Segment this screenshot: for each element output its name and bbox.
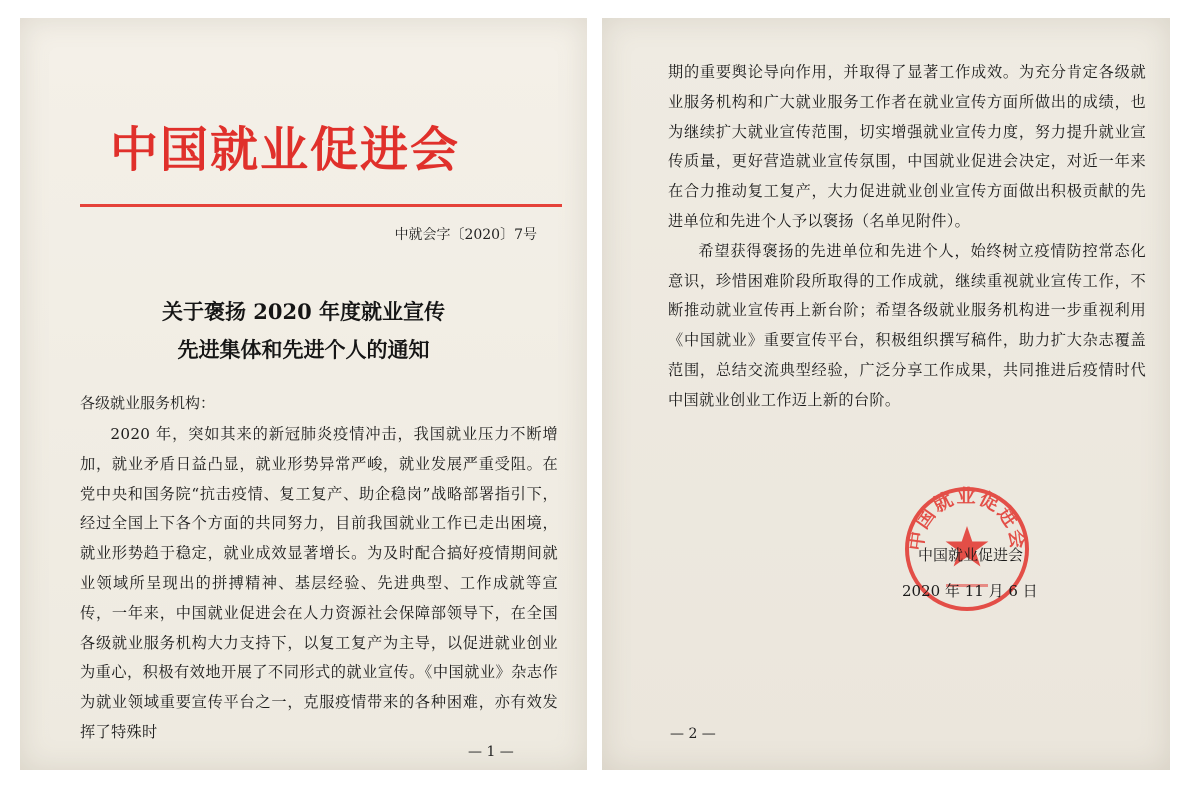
- addressee: 各级就业服务机构：: [80, 394, 216, 412]
- signature-date: 2020 年 11 月 6 日: [902, 582, 1038, 600]
- seal-text: 中国就业促进会: [905, 485, 1029, 552]
- body-paragraph-continued: 期的重要舆论导向作用，并取得了显著工作成效。为充分肯定各级就业服务机构和广大就业服务工作者在就业宣传方面所做出的成绩，也为继续扩大就业宣传范围，切实增强就业宣传力度，努力提升就业宣传质量，更好营造就业宣传氛围，中国就业促进会决定，对近一年来在合力推动复工复产，大力促进就业创业宣传方面做出积极贡献的先进单位和先进个人予以褒扬（名单见附件）。: [668, 63, 1146, 230]
- body-text-page-1: [80, 420, 558, 748]
- body-paragraph: 2020 年，突如其来的新冠肺炎疫情冲击，我国就业压力不断增加，就业矛盾日益凸显，就业形势异常严峻，就业发展严重受阻。在党中央和国务院“抗击疫情、复工复产、助企稳岗”战略部署指引下，经过全国上下各个方面的共同努力，目前我国就业工作已走出困境，就业形势趋于稳定，就业成效显著增长。为及时配合搞好疫情期间就业领域所呈现出的拼搏精神、基层经验、先进典型、工作成就等宣传，一年来，中国就业促进会在人力资源社会保障部领导下，在全国各级就业服务机构大力支持下，以复工复产为主导，以促进就业创业为重心，积极有效地开展了不同形式的就业宣传。《中国就业》杂志作为就业领域重要宣传平台之一，克服疫情带来的各种困难，亦有效发挥了特殊时: [80, 425, 558, 741]
- body-paragraph: 希望获得褒扬的先进单位和先进个人，始终树立疫情防控常态化意识，珍惜困难阶段所取得的工作成就，继续重视就业宣传工作，不断推动就业宣传再上新台阶；希望各级就业服务机构进一步重视利用《中国就业》重要宣传平台，积极组织撰写稿件，助力扩大杂志覆盖范围，总结交流典型经验，广泛分享工作成果，共同推进后疫情时代中国就业创业工作迈上新的台阶。: [668, 241, 1146, 409]
- notice-title-line-1: 关于褒扬 2020 年度就业宣传: [161, 299, 446, 324]
- document-number: 中就会字〔2020〕7号: [394, 227, 537, 243]
- document-page-2: [602, 18, 1170, 770]
- page-number: — 2 —: [670, 726, 716, 742]
- notice-title-line-2: 先进集体和先进个人的通知: [177, 337, 430, 362]
- page-number: — 1 —: [468, 744, 514, 760]
- letterhead-title: 中国就业促进会: [110, 122, 461, 178]
- signature-organization: 中国就业促进会: [918, 546, 1024, 564]
- document-page-1: [20, 18, 587, 770]
- body-text-page-2: [668, 58, 1146, 416]
- letterhead-red-rule: [80, 204, 562, 207]
